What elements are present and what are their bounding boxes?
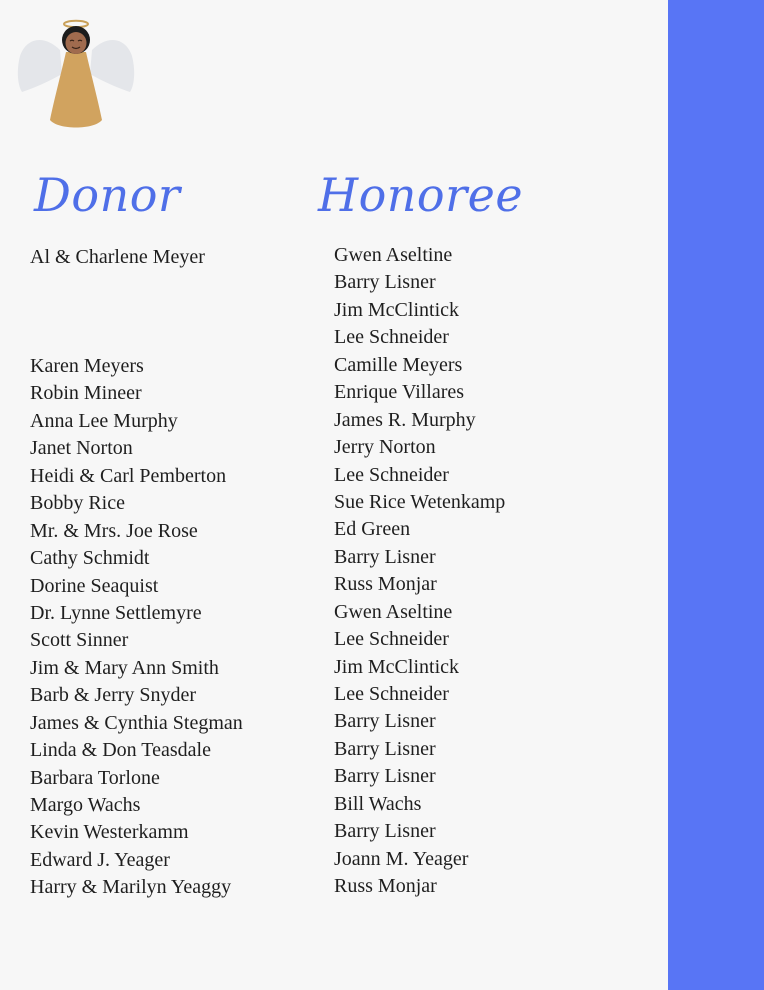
honoree-name: Jim McClintick	[334, 655, 459, 678]
honoree-name: Russ Monjar	[334, 875, 437, 898]
donor-name: Barb & Jerry Snyder	[30, 684, 197, 707]
donor-heading: Donor	[34, 168, 181, 222]
honoree-name: Joann M. Yeager	[334, 847, 469, 870]
honoree-name: Gwen Aseltine	[334, 244, 453, 266]
donor-name: Karen Meyers	[30, 355, 144, 377]
honoree-name: Barry Lisner	[334, 737, 436, 760]
donor-name: Linda & Don Teasdale	[30, 739, 211, 762]
donor-name: Harry & Marilyn Yeaggy	[30, 876, 232, 899]
angel-icon	[14, 16, 138, 132]
donor-list	[30, 353, 243, 902]
honoree-name: Lee Schneider	[334, 628, 449, 651]
accent-sidebar	[668, 0, 764, 990]
donor-name: Dr. Lynne Settlemyre	[30, 601, 202, 624]
honoree-name: Camille Meyers	[334, 353, 463, 376]
honoree-name: Barry Lisner	[334, 765, 436, 788]
donor-name: Robin Mineer	[30, 382, 142, 405]
donor-name: Mr. & Mrs. Joe Rose	[30, 519, 198, 542]
honoree-name: Barry Lisner	[334, 820, 436, 843]
honoree-name: Enrique Villares	[334, 381, 465, 404]
donor-name: Heidi & Carl Pemberton	[30, 464, 227, 487]
donor-name: James & Cynthia Stegman	[30, 711, 243, 734]
donor-name: Edward J. Yeager	[30, 848, 170, 871]
donor-name: Jim & Mary Ann Smith	[30, 656, 219, 679]
donor-name: Dorine Seaquist	[30, 574, 159, 597]
donor-name: Bobby Rice	[30, 492, 125, 515]
honoree-name: Jim McClintick	[334, 298, 459, 321]
honoree-list	[334, 242, 505, 901]
donor-list-first	[30, 244, 205, 271]
honoree-name: Russ Monjar	[334, 573, 437, 596]
donor-name: Al & Charlene Meyer	[30, 246, 205, 268]
honoree-name: Lee Schneider	[334, 463, 449, 486]
honoree-name: Barry Lisner	[334, 710, 436, 733]
honoree-name: Sue Rice Wetenkamp	[334, 490, 506, 513]
honoree-name: Lee Schneider	[334, 683, 449, 705]
donor-name: Kevin Westerkamm	[30, 821, 189, 844]
donor-name: Barbara Torlone	[30, 766, 160, 789]
honoree-name: Lee Schneider	[334, 326, 449, 349]
donor-name: Cathy Schmidt	[30, 547, 150, 570]
honoree-name: Bill Wachs	[334, 792, 422, 815]
honoree-name: Ed Green	[334, 518, 411, 541]
donor-name: Margo Wachs	[30, 794, 141, 816]
honoree-name: James R. Murphy	[334, 408, 476, 431]
honoree-name: Jerry Norton	[334, 436, 436, 459]
honoree-name: Barry Lisner	[334, 271, 436, 294]
honoree-name: Barry Lisner	[334, 545, 436, 568]
donor-name: Anna Lee Murphy	[30, 409, 178, 432]
donor-name: Scott Sinner	[30, 629, 129, 652]
honoree-name: Gwen Aseltine	[334, 600, 453, 623]
donor-name: Janet Norton	[30, 437, 133, 460]
honoree-heading: Honoree	[318, 168, 524, 222]
